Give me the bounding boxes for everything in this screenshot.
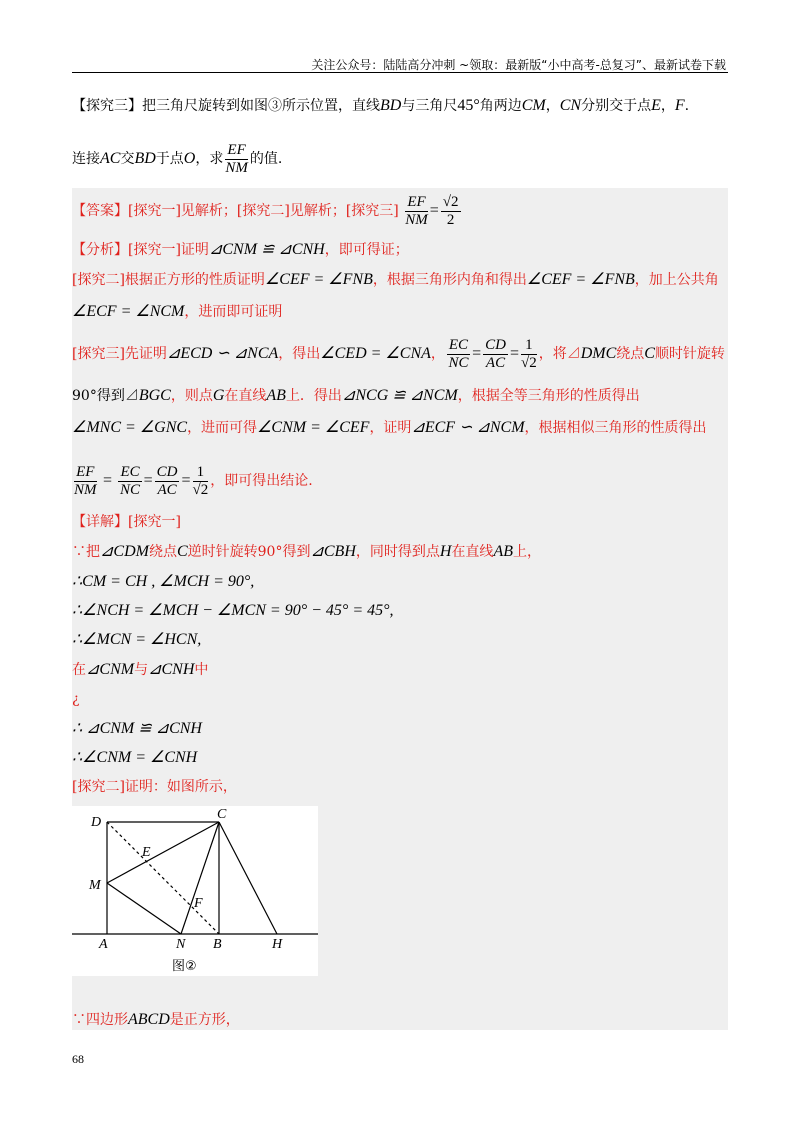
text: 绕点 bbox=[148, 544, 177, 560]
math: 45° bbox=[457, 97, 480, 114]
denominator: NM bbox=[225, 159, 248, 176]
analysis-line-3 bbox=[72, 302, 728, 322]
text: 与三角尺 bbox=[401, 98, 458, 114]
detail-line-2 bbox=[72, 542, 728, 562]
text: 分别交于点 bbox=[581, 98, 652, 114]
detail-line-11 bbox=[72, 1010, 728, 1030]
math: ∠CED = ∠CNA bbox=[320, 345, 431, 362]
label-a: A bbox=[99, 937, 108, 952]
page-number: 68 bbox=[72, 1052, 84, 1066]
math: ∠ECF = ∠NCM bbox=[72, 303, 185, 320]
text: 绕点 bbox=[616, 346, 645, 362]
math: ⊿NCG ≌ ⊿NCM bbox=[341, 387, 458, 404]
label-m: M bbox=[89, 878, 101, 893]
analysis-line-1 bbox=[72, 240, 728, 260]
denominator: AC bbox=[157, 481, 177, 498]
math: F bbox=[674, 97, 685, 114]
text: ，即可得证； bbox=[324, 242, 409, 258]
label-e: E bbox=[142, 845, 151, 860]
label-d: D bbox=[91, 815, 102, 830]
math: ⊿CNM ≌ ⊿CNH bbox=[208, 241, 325, 258]
math: ABCD bbox=[128, 1011, 170, 1028]
detail-line-8 bbox=[72, 719, 728, 739]
detail-line-5 bbox=[72, 630, 728, 650]
text: [探究二]证明：如图所示， bbox=[72, 779, 237, 795]
analysis-line-6 bbox=[72, 418, 728, 438]
analysis-line-5 bbox=[72, 386, 728, 406]
math: ∠MNC = ∠GNC bbox=[72, 419, 188, 436]
detail-line-4 bbox=[72, 601, 728, 621]
diagonal-db bbox=[107, 822, 219, 934]
denominator: √2 bbox=[520, 354, 537, 371]
math: ∴∠CNM = ∠CNH bbox=[72, 749, 198, 766]
math: = bbox=[509, 345, 519, 362]
text: ，将⊿ bbox=[538, 346, 581, 362]
math: ⊿ECD ∽ ⊿NCA bbox=[166, 345, 279, 362]
text: 顺时针旋转 bbox=[654, 346, 725, 362]
segment-mc bbox=[107, 822, 219, 883]
numerator: EF bbox=[74, 464, 97, 482]
math: O bbox=[183, 150, 196, 167]
text: ∵四边形 bbox=[72, 1012, 128, 1028]
detail-line-7 bbox=[72, 689, 728, 709]
denominator: √2 bbox=[192, 481, 209, 498]
math: BD bbox=[380, 97, 402, 114]
question-line-2 bbox=[72, 140, 728, 178]
math: ∠CEF = ∠FNB bbox=[526, 271, 635, 288]
text: ，同时得到点 bbox=[355, 544, 440, 560]
numerator: EC bbox=[448, 336, 469, 353]
text: ，得出 bbox=[278, 346, 321, 362]
detail-line-1 bbox=[72, 512, 728, 532]
analysis-line-2 bbox=[72, 270, 728, 290]
text: ，进而即可证明 bbox=[184, 304, 283, 320]
denominator: 2 bbox=[446, 211, 455, 228]
analysis-line-7 bbox=[72, 460, 728, 502]
numerator: 1 bbox=[193, 464, 209, 482]
math: E bbox=[651, 97, 661, 114]
detail-line-10 bbox=[72, 777, 728, 797]
text: 于点 bbox=[155, 151, 184, 167]
text: 连接 bbox=[72, 151, 100, 167]
fraction bbox=[483, 337, 508, 372]
text: 【答案】[探究一]见解析；[探究二]见解析；[探究三] bbox=[72, 203, 399, 219]
text: 上， bbox=[512, 544, 541, 560]
text: 交 bbox=[120, 151, 135, 167]
text: 的值. bbox=[249, 151, 283, 167]
math: G bbox=[212, 387, 225, 404]
text: [探究三]先证明 bbox=[72, 346, 167, 362]
text: ， bbox=[660, 98, 675, 114]
label-h: H bbox=[272, 937, 283, 952]
math: ∴ ⊿CNM ≌ ⊿CNH bbox=[72, 720, 202, 737]
numerator: CD bbox=[156, 463, 178, 480]
math: ⊿CNM bbox=[86, 661, 135, 678]
text: 是正方形， bbox=[169, 1012, 240, 1028]
fraction bbox=[447, 337, 470, 372]
math: C bbox=[644, 345, 655, 362]
text: ，根据三角形内角和得出 bbox=[372, 272, 527, 288]
text: [探究二]根据正方形的性质证明 bbox=[72, 272, 265, 288]
denominator: NM bbox=[405, 211, 428, 228]
segment-ch bbox=[219, 822, 277, 934]
math: ∴∠MCN = ∠HCN, bbox=[72, 631, 202, 648]
text: 逆时针旋转90°得到 bbox=[187, 544, 311, 560]
text: 在直线 bbox=[451, 544, 494, 560]
math: = bbox=[102, 472, 112, 489]
detail-line-3 bbox=[72, 572, 728, 592]
text: ，进而可得 bbox=[187, 420, 258, 436]
math: = bbox=[429, 202, 439, 219]
text: ¿ bbox=[72, 691, 80, 707]
text: ，加上公共角 bbox=[634, 272, 719, 288]
math: H bbox=[439, 543, 452, 560]
fraction bbox=[193, 464, 209, 499]
text: 90°得到⊿ bbox=[72, 388, 139, 404]
fraction bbox=[155, 464, 180, 499]
numerator: EF bbox=[405, 194, 428, 212]
fraction bbox=[118, 464, 141, 499]
text: 【分析】[探究一]证明 bbox=[72, 242, 209, 258]
math: ⊿CBH bbox=[310, 543, 356, 560]
math: DMC bbox=[580, 345, 617, 362]
math: AB bbox=[266, 387, 286, 404]
numerator: √2 bbox=[442, 193, 459, 210]
math: = bbox=[472, 345, 482, 362]
fraction bbox=[405, 194, 428, 229]
fraction bbox=[521, 337, 537, 372]
math: ∴CM = CH , ∠MCH = 90°, bbox=[72, 573, 255, 590]
numerator: EC bbox=[120, 463, 140, 480]
math: ∠CEF = ∠FNB bbox=[264, 271, 373, 288]
segment-mn bbox=[107, 883, 181, 934]
figure-caption: 图② bbox=[172, 959, 197, 974]
answer-line bbox=[72, 192, 728, 230]
denominator: NC bbox=[120, 481, 141, 498]
numerator: EF bbox=[225, 142, 248, 160]
geometry-figure bbox=[72, 806, 318, 976]
analysis-line-4 bbox=[72, 334, 728, 374]
text: ，求 bbox=[195, 151, 224, 167]
segment-nc bbox=[181, 822, 219, 934]
text: ∵把 bbox=[72, 544, 100, 560]
label-c: C bbox=[217, 807, 227, 822]
text: ，即可得出结论. bbox=[210, 473, 313, 489]
math: C bbox=[176, 543, 188, 560]
text: 在直线 bbox=[224, 388, 267, 404]
label-n: N bbox=[176, 937, 186, 952]
text: ， bbox=[545, 98, 560, 114]
text: ，根据相似三角形的性质得出 bbox=[524, 420, 707, 436]
text: 上．得出 bbox=[285, 388, 342, 404]
label-f: F bbox=[194, 896, 203, 911]
text: 中 bbox=[194, 662, 209, 678]
math: BGC bbox=[138, 387, 171, 404]
math: AB bbox=[493, 543, 513, 560]
text: 在 bbox=[72, 662, 86, 678]
header-text: 关注公众号：陆陆高分冲刺 ~领取：最新版“小中高考-总复习”、最新试卷下载 bbox=[311, 58, 726, 72]
text: ， bbox=[430, 346, 445, 362]
detail-line-6 bbox=[72, 660, 728, 680]
math: AC bbox=[100, 150, 121, 167]
math: = bbox=[143, 472, 153, 489]
math: BD bbox=[134, 150, 156, 167]
text: . bbox=[684, 98, 690, 114]
text: 【详解】[探究一] bbox=[72, 514, 181, 530]
figure-svg bbox=[72, 806, 318, 976]
label-b: B bbox=[213, 937, 222, 952]
text: ，证明 bbox=[369, 420, 412, 436]
text: 与 bbox=[134, 662, 149, 678]
math: ∠CNM = ∠CEF bbox=[257, 419, 370, 436]
math: CN bbox=[559, 97, 582, 114]
detail-line-9 bbox=[72, 748, 728, 768]
numerator: CD bbox=[485, 336, 506, 353]
math: CM bbox=[521, 97, 546, 114]
math: ⊿CDM bbox=[100, 543, 149, 560]
fraction-ef-nm bbox=[225, 142, 248, 177]
fraction bbox=[74, 464, 97, 499]
numerator: 1 bbox=[521, 337, 537, 355]
text: ，根据全等三角形的性质得出 bbox=[457, 388, 640, 404]
math: ⊿CNH bbox=[148, 661, 195, 678]
text: 角两边 bbox=[479, 98, 522, 114]
math: ⊿ECF ∽ ⊿NCM bbox=[411, 419, 525, 436]
math: = bbox=[181, 472, 191, 489]
question-line-1 bbox=[72, 96, 728, 116]
denominator: NM bbox=[74, 481, 97, 498]
denominator: NC bbox=[448, 354, 469, 371]
fraction bbox=[441, 194, 461, 229]
text: 【探究三】把三角尺旋转到如图③所示位置，直线 bbox=[72, 98, 380, 114]
page-header bbox=[72, 50, 728, 73]
denominator: AC bbox=[485, 354, 506, 371]
text: ，则点 bbox=[170, 388, 213, 404]
math: ∴∠NCH = ∠MCH − ∠MCN = 90° − 45° = 45°, bbox=[72, 602, 394, 619]
